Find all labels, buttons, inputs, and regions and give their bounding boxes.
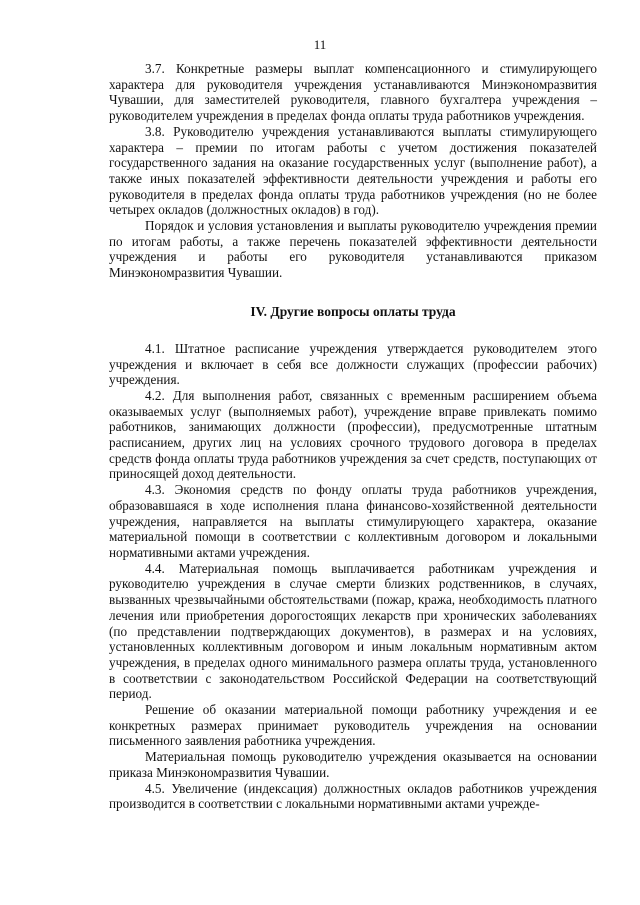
page-number: 11 (313, 37, 327, 52)
paragraph-bonus-procedure: Порядок и условия установления и выплаты руководителю учреждения премии по итогам работы, а также перечень показателей эффективности деятельности учреждения и работы его руководителя устанавливаются приказом Минэкономразвития Чувашии. (109, 218, 597, 281)
paragraphs-after-heading (109, 341, 597, 812)
paragraph-4-3: 4.3. Экономия средств по фонду оплаты труда работников учреждения, образовавшаяся в ходе исполнения плана финансово-хозяйственной деятельности учреждения, направляется на выплаты стимулирующего характера, оказание материальной помощи в соответствии с коллективным договором и локальными нормативными актами учреждения. (109, 482, 597, 560)
paragraphs-before-heading (109, 61, 597, 281)
section-heading: IV. Другие вопросы оплаты труда (250, 303, 456, 319)
paragraph-aid-decision: Решение об оказании материальной помощи работнику учреждения и ее конкретных размерах принимает руководитель учреждения на основании письменного заявления работника учреждения. (109, 702, 597, 749)
paragraph-3-8: 3.8. Руководителю учреждения устанавливаются выплаты стимулирующего характера – премии по итогам работы с учетом достижения показателей государственного задания на оказание государственных услуг (выполнение работ), а также иных показателей эффективности деятельности учреждения и работы его руководителя в пределах фонда оплаты труда работников учреждения (но не более четырех окладов (должностных окладов) в год). (109, 123, 597, 218)
paragraph-4-1: 4.1. Штатное расписание учреждения утверждается руководителем этого учреждения и включает в себя все должности служащих (профессии рабочих) учреждения. (109, 340, 597, 388)
paragraph-aid-director: Материальная помощь руководителю учреждения оказывается на основании приказа Минэкономразвития Чувашии. (109, 749, 597, 780)
paragraph-4-4: 4.4. Материальная помощь выплачивается работникам учреждения и руководителю учреждения в случае смерти близких родственников, в случаях, вызванных чрезвычайными обстоятельствами (пожар, кража, необходимость платного лечения или приобретения дорогостоящих лекарств при хронических заболеваниях (по представлении подтверждающих документов), в размерах и на условиях, установленных коллективным договором и иным локальным нормативным актом учреждения, в пределах одного минимального размера оплаты труда, установленного в соответствии с законодательством Российской Федерации на соответствующий период. (109, 560, 597, 702)
paragraph-3-7: 3.7. Конкретные размеры выплат компенсационного и стимулирующего характера для руководителя учреждения устанавливаются Минэкономразвития Чувашии, для заместителей руководителя, главного бухгалтера учреждения – руководителем учреждения в пределах фонда оплаты труда работников учреждения. (109, 61, 597, 124)
paragraph-4-2: 4.2. Для выполнения работ, связанных с временным расширением объема оказываемых услуг (выполняемых работ), учреждение вправе привлекать помимо работников, занимающих должности (профессии), предусмотренные штатным расписанием, других лиц на условиях срочного трудового договора в пределах средств фонда оплаты труда работников учреждения за счет средств, поступающих от приносящей доход деятельности. (109, 387, 597, 482)
paragraph-4-5: 4.5. Увеличение (индексация) должностных окладов работников учреждения производится в соответствии с локальными нормативными актами учрежде- (109, 780, 597, 812)
document-body (109, 61, 597, 812)
